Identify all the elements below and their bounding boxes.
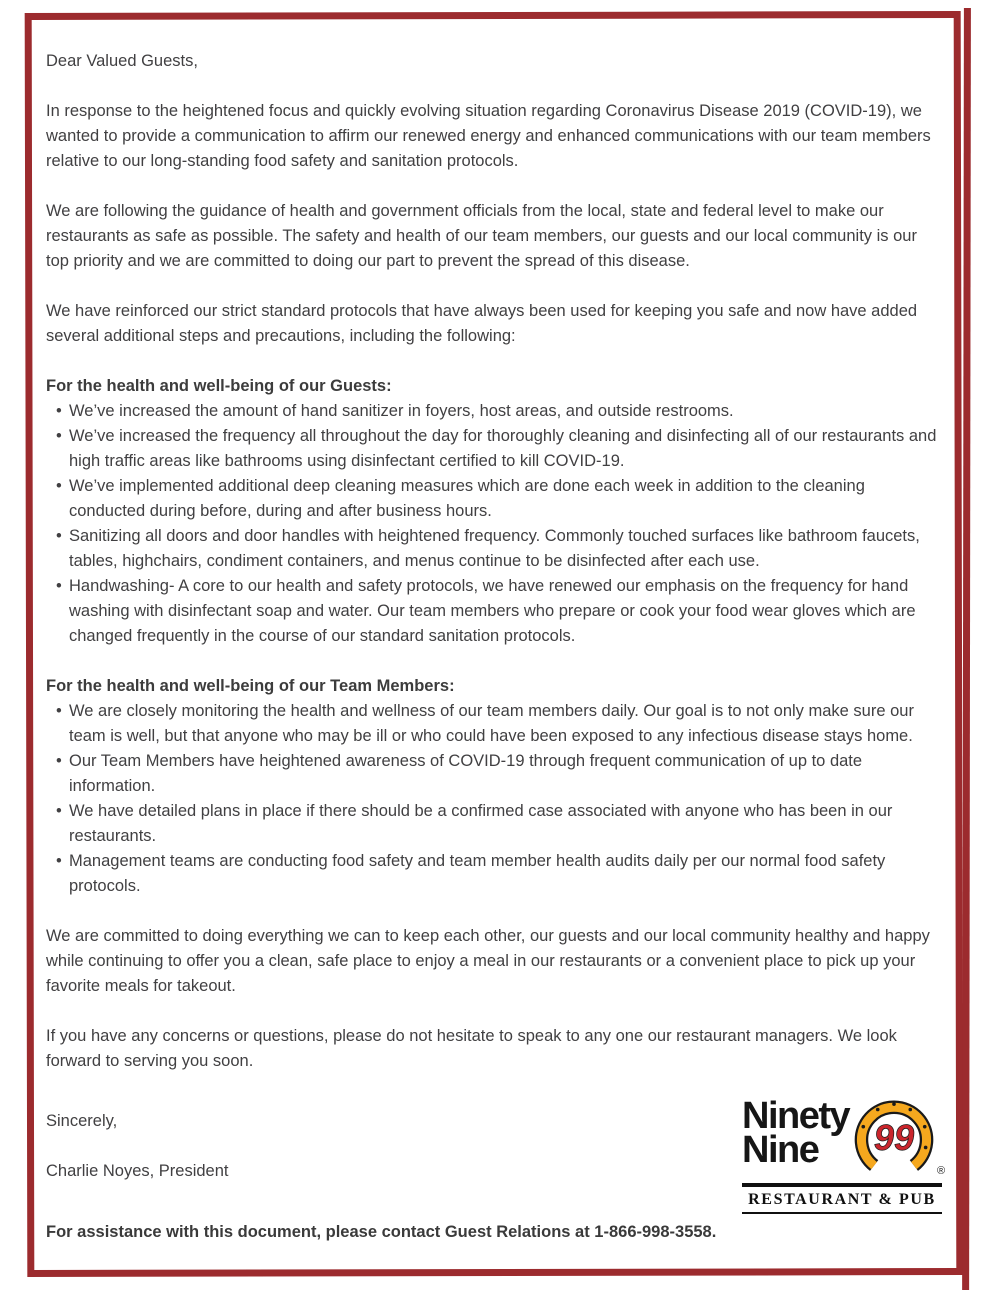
list-item — [46, 524, 942, 574]
bullet-text: We’ve increased the frequency all throughout the day for thoroughly cleaning and disinfecting all of our restaurants and high traffic areas like bathrooms using disinfectant certified to kill COVID-19. — [69, 427, 937, 470]
bullet-text: Handwashing- A core to our health and safety protocols, we have renewed our emphasis on the frequency for hand washing with disinfectant soap and water. Our team members who prepare or cook your food wear gloves which are changed frequently in the course of our standard sanitation protocols. — [69, 577, 916, 645]
list-item — [46, 749, 942, 799]
team-members-bullet-list — [46, 699, 942, 899]
logo-word-ninety: Ninety — [742, 1094, 850, 1137]
list-item — [46, 399, 942, 424]
logo-top-row — [742, 1085, 946, 1181]
bullet-text: We’ve increased the amount of hand sanitizer in foyers, host areas, and outside restrooms. — [69, 402, 734, 420]
paragraph-commitment: We are committed to doing everything we can to keep each other, our guests and our local community healthy and happy while continuing to offer you a clean, safe place to enjoy a meal in our restaurants or a convenient place to pick up your favorite meals for takeout. — [46, 927, 930, 995]
guests-section-heading: For the health and well-being of our Guests: — [46, 377, 392, 395]
logo-word-nine: Nine — [742, 1129, 819, 1171]
bullet-text: Sanitizing all doors and door handles with heightened frequency. Commonly touched surfaces like bathroom faucets, tables, highchairs, condiment containers, and menus continue to be disinfected after each use. — [69, 527, 920, 570]
logo-tagline: RESTAURANT & PUB — [742, 1183, 942, 1214]
logo-number-99: 99 — [874, 1117, 915, 1159]
list-item — [46, 799, 942, 849]
list-item — [46, 699, 942, 749]
list-item — [46, 474, 942, 524]
team-members-section-heading: For the health and well-being of our Team Members: — [46, 677, 455, 695]
paragraph-intro: In response to the heightened focus and quickly evolving situation regarding Coronavirus Disease 2019 (COVID-19), we wanted to provide a communication to affirm our renewed energy and enhanced communications with our team members relative to our long-standing food safety and sanitation protocols. — [46, 102, 931, 170]
paragraph-guidance: We are following the guidance of health and government officials from the local, state and federal level to make our restaurants as safe as possible. The safety and health of our team members, our guests and our local community is our top priority and we are committed to doing our part to prevent the spread of this disease. — [46, 202, 917, 270]
bullet-text: We’ve implemented additional deep cleaning measures which are done each week in addition to the cleaning conducted during before, during and after business hours. — [69, 477, 865, 520]
paragraph-reinforced-protocols: We have reinforced our strict standard protocols that have always been used for keeping you safe and now have added several additional steps and precautions, including the following: — [46, 302, 918, 345]
salutation: Dear Valued Guests, — [46, 52, 198, 70]
signature-block — [46, 1094, 946, 1214]
bullet-text: We are closely monitoring the health and wellness of our team members daily. Our goal is to not only make sure our team is well, but that anyone who may be ill or who could have been exposed to any infectious disease stays home. — [69, 702, 914, 745]
guests-bullet-list — [46, 399, 942, 649]
list-item — [46, 574, 942, 649]
logo-wordmark — [742, 1094, 850, 1171]
assistance-footer: For assistance with this document, please contact Guest Relations at 1-866-998-3558. — [46, 1223, 717, 1241]
signature-name: Charlie Noyes, President — [46, 1162, 229, 1180]
list-item — [46, 849, 942, 899]
registered-trademark-mark: ® — [937, 1165, 946, 1177]
bullet-text: We have detailed plans in place if there should be a confirmed case associated with anyone who has been in our restaurants. — [69, 802, 893, 845]
list-item — [46, 424, 942, 474]
letter-content — [46, 49, 946, 1245]
paragraph-questions: If you have any concerns or questions, please do not hesitate to speak to any one our restaurant managers. We look forward to serving you soon. — [46, 1027, 897, 1070]
horseshoe-99-icon — [847, 1085, 946, 1181]
sincerely-line: Sincerely, — [46, 1112, 118, 1130]
bullet-text: Management teams are conducting food safety and team member health audits daily per our normal food safety protocols. — [69, 852, 886, 895]
signoff-text — [46, 1099, 229, 1184]
bullet-text: Our Team Members have heightened awareness of COVID-19 through frequent communication of up to date information. — [69, 752, 863, 795]
ninety-nine-logo — [742, 1085, 946, 1214]
